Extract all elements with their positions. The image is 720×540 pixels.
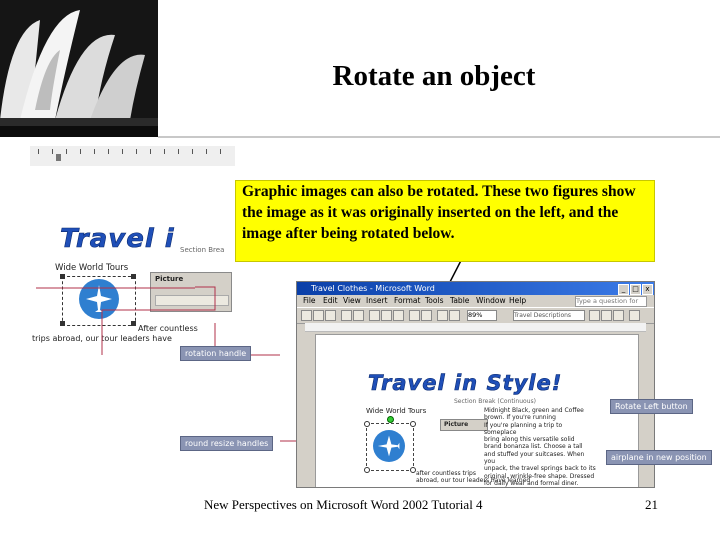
round-resize-handle[interactable] [364, 421, 370, 427]
explanation-note: Graphic images can also be rotated. These two figures show the image as it was originally inserted on the left, and the image after being rotated below. [235, 180, 655, 262]
menu-insert[interactable]: Insert [366, 296, 388, 305]
menu-format[interactable]: Format [394, 296, 421, 305]
menu-tools[interactable]: Tools [425, 296, 444, 305]
document-page[interactable] [315, 334, 639, 488]
body-line: unpack, the travel springs back to its [484, 465, 596, 473]
columns-icon[interactable] [449, 310, 460, 321]
menu-help[interactable]: Help [509, 296, 527, 305]
slide-title: Rotate an object [332, 60, 536, 92]
heading-line-right: Wide World Tours [366, 407, 427, 415]
menu-file[interactable]: File [303, 296, 316, 305]
word-window [296, 281, 655, 488]
picture-toolbar-title: Picture [155, 275, 184, 283]
menu-window[interactable]: Window [476, 296, 506, 305]
picture-toolbar-title-right: Picture [444, 421, 469, 428]
body-line: Midnight Black, green and Coffee [484, 407, 584, 414]
align-icon[interactable] [629, 310, 640, 321]
body-line: bring along this versatile solid [484, 436, 575, 444]
copy-icon[interactable] [381, 310, 392, 321]
help-question-input[interactable]: Type a question for [575, 296, 647, 307]
page-number: 21 [645, 497, 658, 512]
body-line: brand bonanza list. Choose a tall [484, 443, 583, 451]
body-line: for daily wear and formal diner. [484, 479, 579, 487]
callout-rotation-handle: rotation handle [180, 346, 251, 361]
wordart-left[interactable]: Travel i [60, 224, 175, 254]
style-select[interactable]: Travel Descriptions [513, 310, 585, 321]
round-resize-handle[interactable] [364, 467, 370, 473]
menu-table[interactable]: Table [450, 296, 470, 305]
italic-icon[interactable] [601, 310, 612, 321]
picture-toolbar-right[interactable] [440, 419, 488, 431]
footer-text: New Perspectives on Microsoft Word 2002 Tutorial 4 [204, 497, 483, 512]
heading-line-left: Wide World Tours [55, 263, 129, 273]
standard-toolbar [297, 307, 654, 324]
callout-round-resize: round resize handles [180, 436, 273, 451]
body-line: and stuffed your suitcases. When you [484, 450, 585, 466]
underline-icon[interactable] [613, 310, 624, 321]
menu-edit[interactable]: Edit [323, 296, 338, 305]
airplane-icon [373, 430, 405, 462]
callout-rotate-left: Rotate Left button [610, 399, 693, 414]
airplane-selection-right[interactable] [366, 423, 414, 471]
body-line: original, wrinkle-free shape. Dressed [484, 472, 595, 480]
zoom-select[interactable]: 89% [467, 310, 497, 321]
rotation-handle[interactable] [387, 416, 394, 423]
preview-icon[interactable] [353, 310, 364, 321]
print-icon[interactable] [341, 310, 352, 321]
body-line: brown. If you're running [484, 414, 556, 422]
wordart-right[interactable]: Travel in Style! [368, 371, 563, 395]
body-line: after countless trips [416, 470, 476, 477]
table-icon[interactable] [437, 310, 448, 321]
section-break-right: Section Break (Continuous) [454, 398, 536, 405]
bold-icon[interactable] [589, 310, 600, 321]
window-title: Travel Clothes - Microsoft Word [311, 284, 435, 293]
ruler-right[interactable] [305, 323, 646, 332]
body-line: If you're planning a trip to someplace [484, 421, 563, 436]
body-text-right-lower [416, 470, 530, 484]
section-break-left: Section Brea [180, 246, 225, 254]
undo-icon[interactable] [409, 310, 420, 321]
body-line: abroad, our tour leaders have learned [416, 477, 531, 484]
close-button[interactable]: x [642, 284, 653, 295]
maximize-button[interactable]: □ [630, 284, 641, 295]
round-resize-handle[interactable] [410, 421, 416, 427]
callout-airplane-new: airplane in new position [606, 450, 712, 465]
body-text-left-1: After countless [138, 324, 198, 333]
window-titlebar[interactable] [297, 282, 654, 295]
save-icon[interactable] [325, 310, 336, 321]
airplane-image-rotated[interactable] [373, 430, 405, 462]
paste-icon[interactable] [393, 310, 404, 321]
body-text-left-2: trips abroad, our tour leaders have [32, 334, 172, 343]
cut-icon[interactable] [369, 310, 380, 321]
minimize-button[interactable]: _ [618, 284, 629, 295]
menu-view[interactable]: View [343, 296, 361, 305]
new-icon[interactable] [301, 310, 312, 321]
redo-icon[interactable] [421, 310, 432, 321]
open-icon[interactable] [313, 310, 324, 321]
menu-bar [297, 295, 654, 307]
